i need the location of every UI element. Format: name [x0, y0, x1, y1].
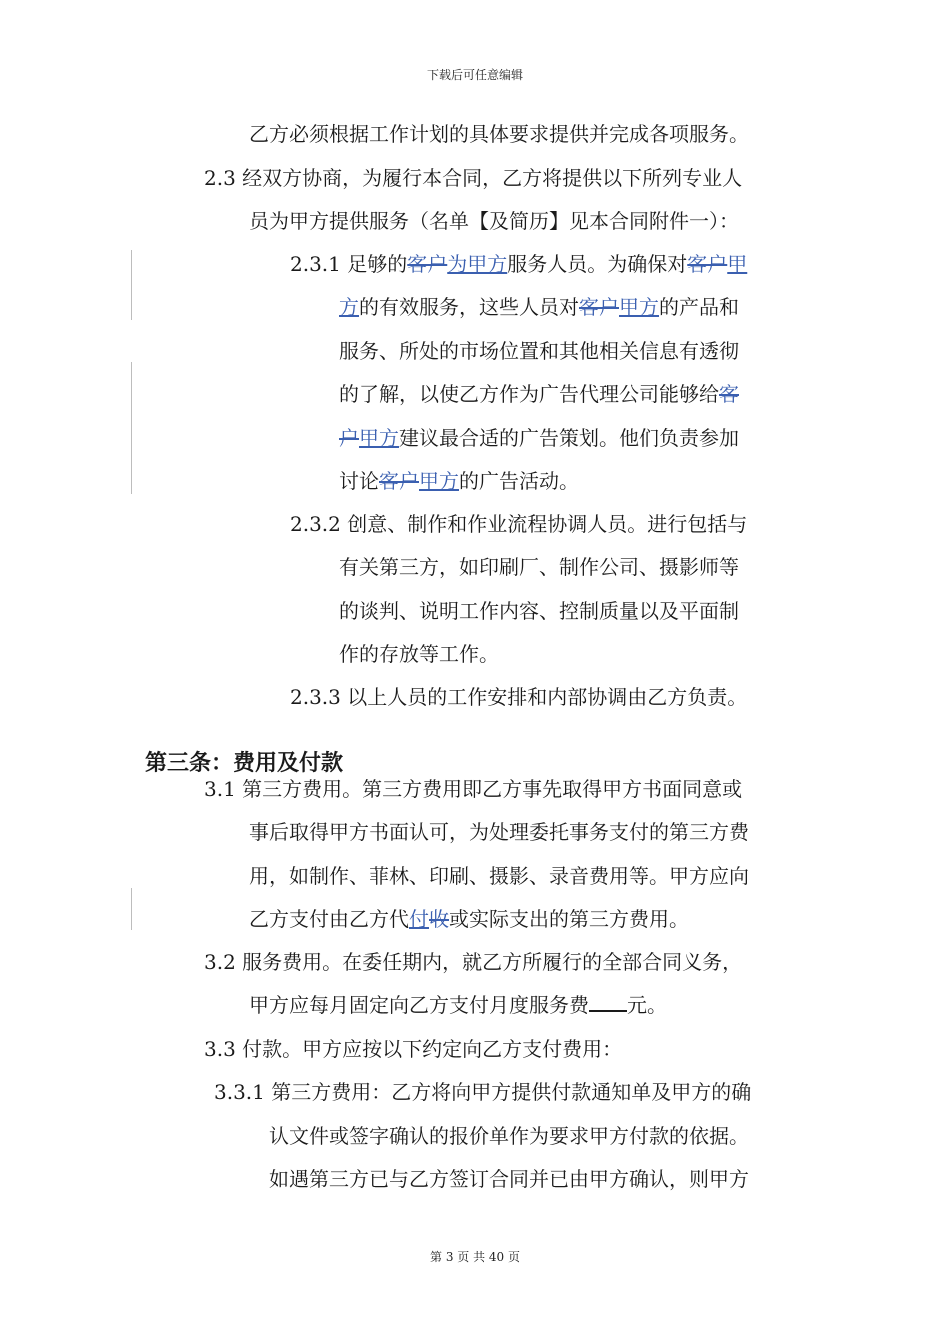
paragraph-line — [269, 1123, 749, 1149]
clause-number: 2.3.1 — [290, 252, 341, 276]
paragraph-line — [249, 992, 667, 1018]
page-header: 下载后可任意编辑 — [426, 68, 523, 82]
text: 3.3.1 第三方费用：乙方将向甲方提供付款通知单及甲方的确 — [214, 1080, 752, 1104]
deleted-text: 收 — [429, 907, 449, 931]
inserted-text: 付 — [409, 907, 429, 931]
text: 的广告活动。 — [459, 469, 579, 493]
inserted-text: 为甲方 — [447, 252, 508, 276]
clause-3-2 — [204, 949, 742, 975]
text: 乙方支付由乙方代 — [249, 907, 409, 931]
paragraph-line — [339, 381, 739, 407]
paragraph-line — [339, 598, 739, 624]
text: 的了解，以使乙方作为广告代理公司能够给 — [339, 382, 719, 406]
paragraph-line — [339, 425, 739, 451]
text: 的谈判、说明工作内容、控制质量以及平面制 — [339, 599, 739, 623]
change-bar — [131, 888, 132, 930]
paragraph-line — [249, 121, 749, 147]
text: 服务、所处的市场位置和其他相关信息有透彻 — [339, 339, 739, 363]
text: 如遇第三方已与乙方签订合同并已由甲方确认，则甲方 — [269, 1167, 749, 1191]
section-heading — [145, 751, 343, 777]
text: 或实际支出的第三方费用。 — [449, 907, 689, 931]
text: 建议最合适的广告策划。他们负责参加 — [399, 426, 739, 450]
change-bar — [131, 362, 132, 494]
text: 的产品和 — [659, 295, 739, 319]
text: 认文件或签字确认的报价单作为要求甲方付款的依据。 — [269, 1124, 749, 1148]
clause-3-3 — [204, 1036, 622, 1062]
clause-3-1 — [204, 776, 742, 802]
paragraph-line — [339, 468, 579, 494]
paragraph-line — [249, 819, 749, 845]
deleted-text: 户 — [339, 426, 359, 450]
clause-2-3-2 — [290, 511, 747, 537]
text: 甲方应每月固定向乙方支付月度服务费 — [249, 993, 589, 1017]
text: 服务人员。为确保对 — [507, 252, 688, 276]
text: 3.2 服务费用。在委任期内，就乙方所履行的全部合同义务， — [204, 950, 743, 974]
text: 3.1 第三方费用。第三方费用即乙方事先取得甲方书面同意或 — [204, 777, 743, 801]
paragraph-line — [339, 554, 739, 580]
deleted-text: 客户 — [379, 469, 419, 493]
inserted-text: 甲方 — [359, 426, 399, 450]
text: 2.3.2 创意、制作和作业流程协调人员。进行包括与 — [290, 512, 748, 536]
inserted-text: 甲方 — [419, 469, 459, 493]
text: 员为甲方提供服务（名单【及简历】见本合同附件一）： — [249, 209, 739, 233]
deleted-text: 客户 — [407, 252, 448, 276]
deleted-text: 客户 — [579, 295, 619, 319]
inserted-text: 甲方 — [619, 295, 659, 319]
text: 2.3 经双方协商，为履行本合同，乙方将提供以下所列专业人 — [204, 166, 743, 190]
text: 有关第三方，如印刷厂、制作公司、摄影师等 — [339, 555, 739, 579]
paragraph-line — [249, 863, 749, 889]
text: 作的存放等工作。 — [339, 642, 499, 666]
text: 2.3.3 以上人员的工作安排和内部协调由乙方负责。 — [290, 685, 748, 709]
text: 元。 — [627, 993, 667, 1017]
clause-2-3 — [204, 165, 742, 191]
text: 讨论 — [339, 469, 379, 493]
paragraph-line — [339, 338, 739, 364]
paragraph-line — [339, 641, 499, 667]
inserted-text: 甲 — [727, 252, 748, 276]
paragraph-line — [249, 906, 689, 932]
clause-2-3-3 — [290, 684, 747, 710]
text: 足够的 — [340, 252, 408, 276]
heading-text: 第三条：费用及付款 — [145, 751, 344, 776]
text: 的有效服务，这些人员对 — [359, 295, 579, 319]
text: 3.3 付款。甲方应按以下约定向乙方支付费用： — [204, 1037, 623, 1061]
text: 用，如制作、菲林、印刷、摄影、录音费用等。甲方应向 — [249, 864, 749, 888]
change-bar — [131, 250, 132, 320]
paragraph-line — [249, 208, 739, 234]
blank-underline — [589, 992, 627, 1012]
text: 乙方必须根据工作计划的具体要求提供并完成各项服务。 — [249, 122, 749, 146]
deleted-text: 客户 — [687, 252, 728, 276]
paragraph-line — [339, 294, 739, 320]
clause-2-3-1 — [290, 251, 747, 277]
clause-3-3-1 — [214, 1079, 751, 1105]
page-footer: 第 3 页 共 40 页 — [430, 1250, 520, 1264]
text: 事后取得甲方书面认可，为处理委托事务支付的第三方费 — [249, 820, 749, 844]
deleted-text: 客 — [719, 382, 739, 406]
paragraph-line — [269, 1166, 749, 1192]
inserted-text: 方 — [339, 295, 359, 319]
